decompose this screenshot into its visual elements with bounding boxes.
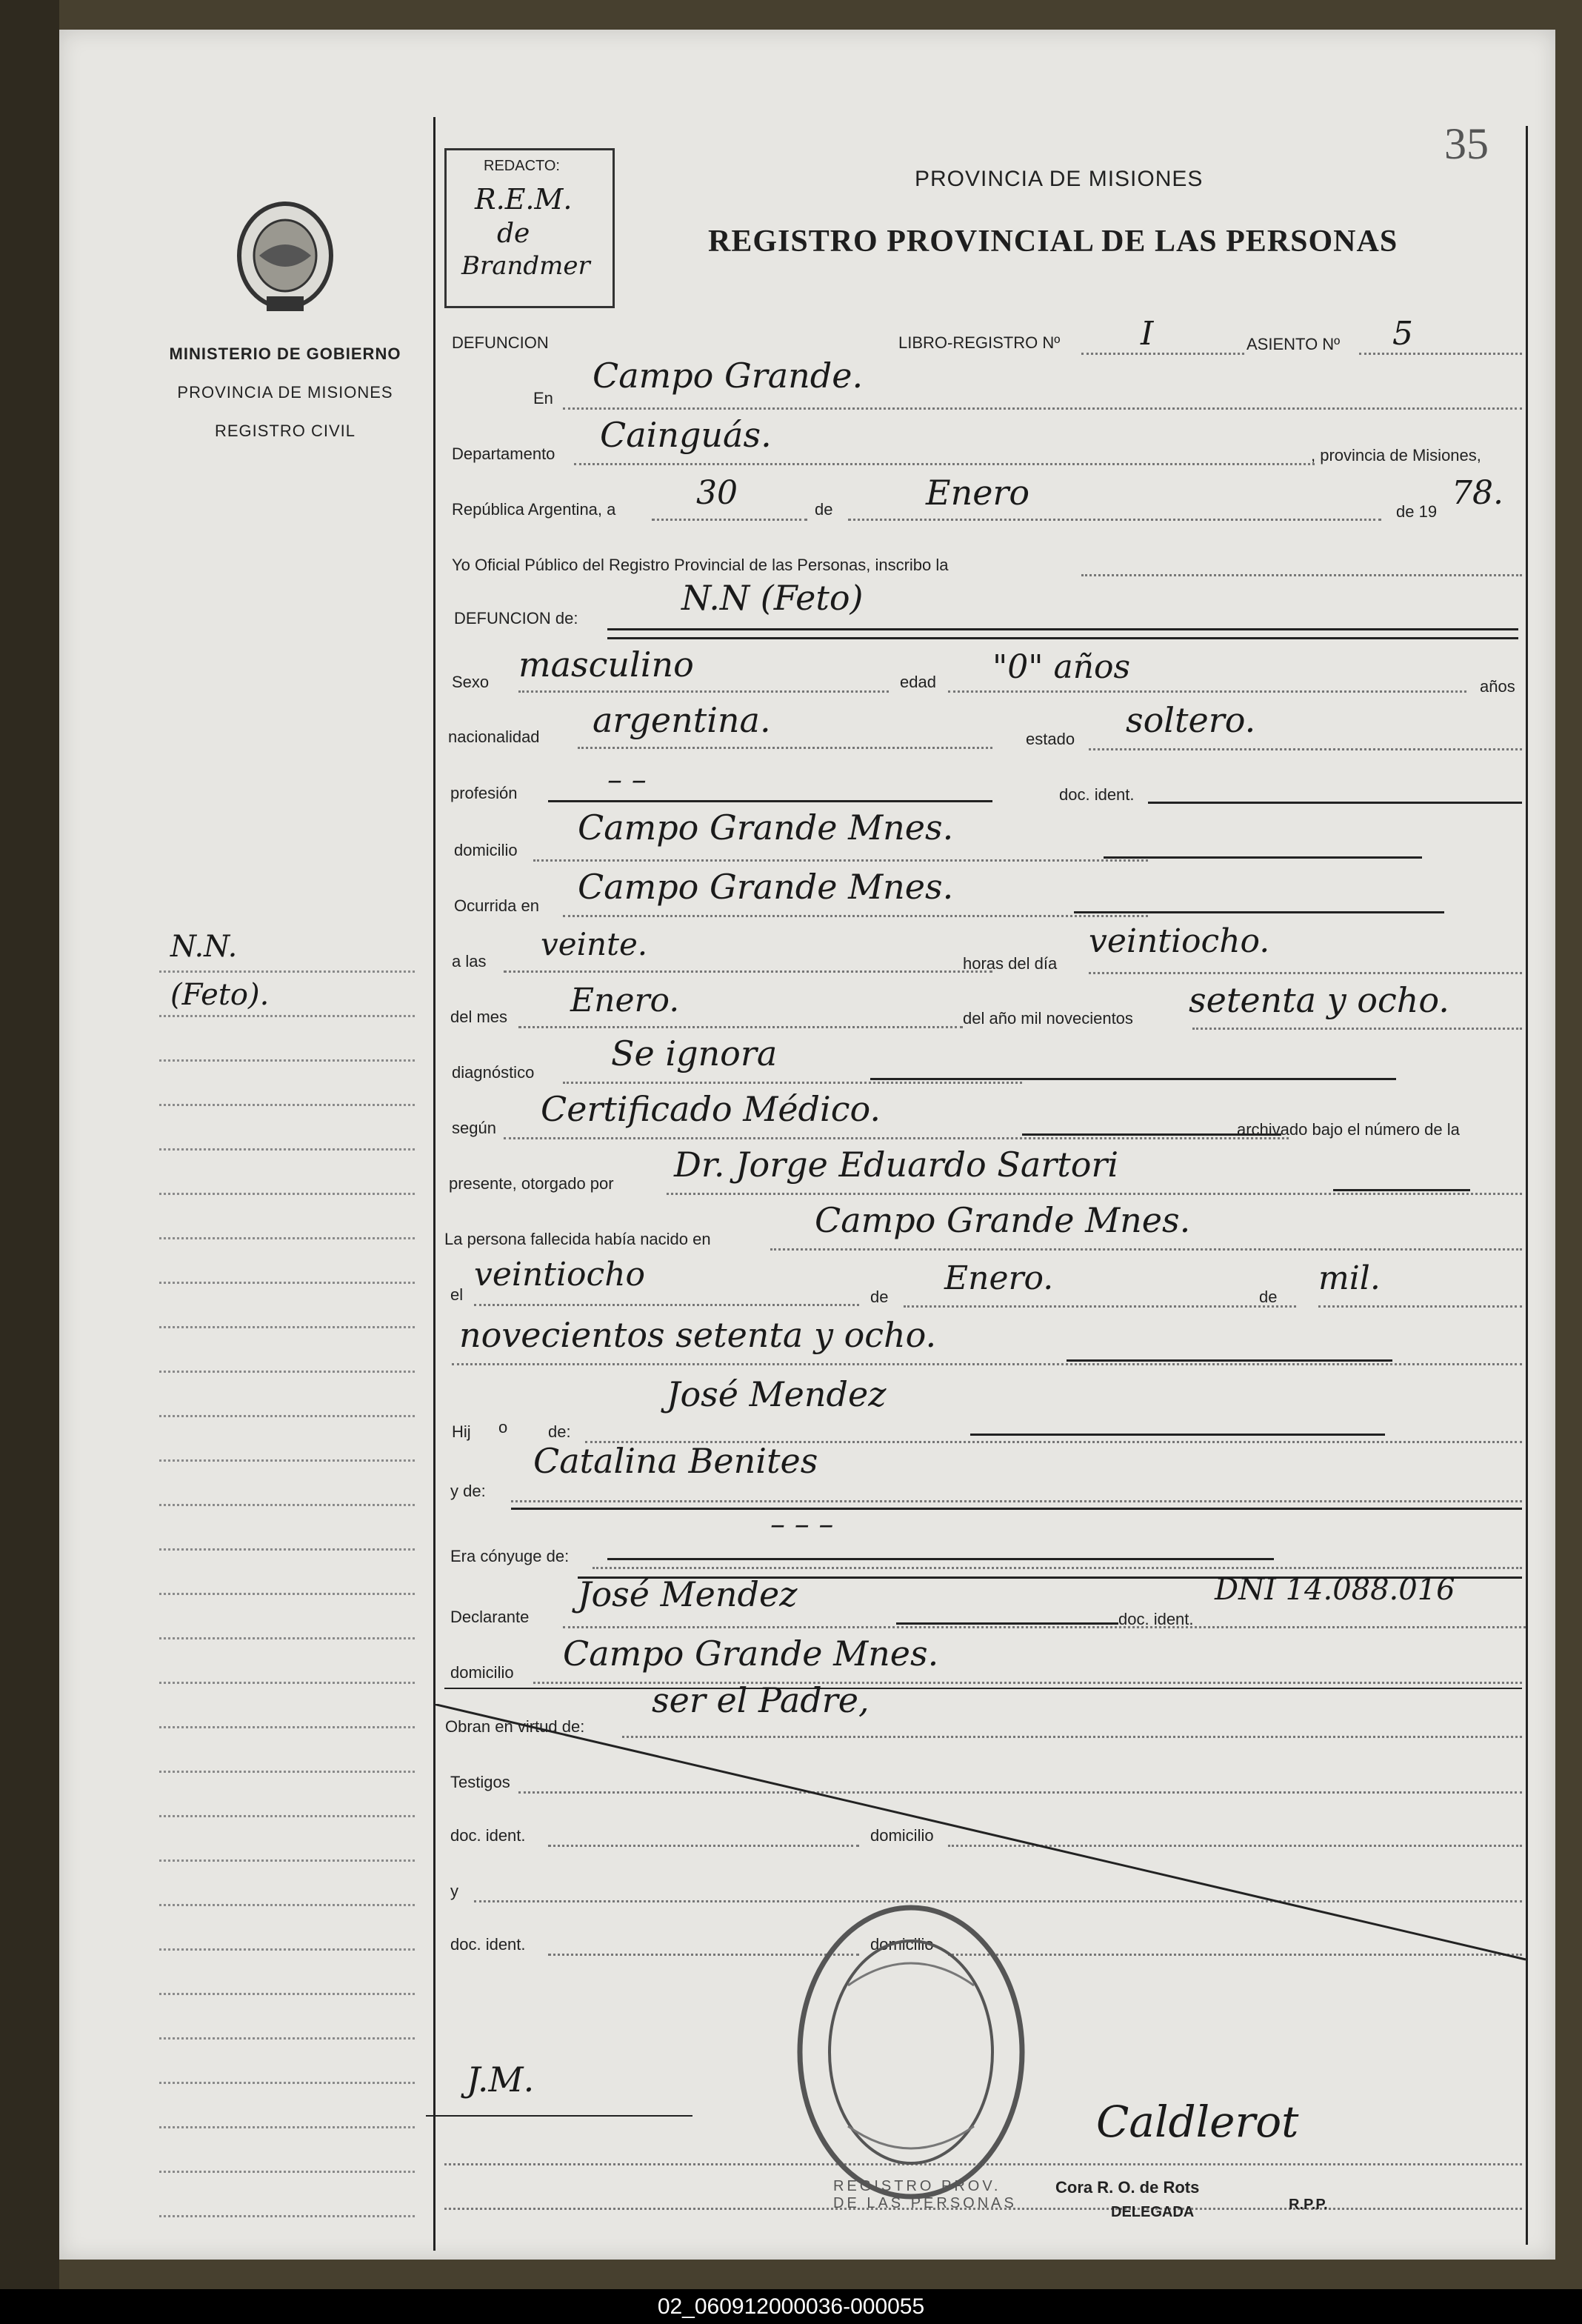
t-doc-label: doc. ident. <box>450 1826 526 1845</box>
asiento-value: 5 <box>1392 315 1413 353</box>
conyuge-label: Era cónyuge de: <box>450 1547 570 1565</box>
stamp-text: REGISTRO PROV. DE LAS PERSONAS <box>833 2178 1017 2211</box>
hij-suffix: o <box>498 1418 508 1436</box>
t-y-label: y <box>450 1882 458 1900</box>
mil-value: mil. <box>1318 1259 1381 1297</box>
redacto-hand-1: R.E.M. <box>475 183 573 216</box>
testigos-label: Testigos <box>450 1773 510 1791</box>
official-stamp <box>789 1897 1033 2211</box>
mes-value: Enero <box>926 473 1030 513</box>
padre-value: José Mendez <box>667 1374 887 1414</box>
profesion-label: profesión <box>450 784 518 802</box>
defuncion-de-label: DEFUNCION de: <box>454 609 578 627</box>
redacto-box <box>444 148 615 308</box>
estado-value: soltero. <box>1126 700 1256 740</box>
declarante-label: Declarante <box>450 1608 530 1626</box>
ministry-line-2: PROVINCIA DE MISIONES <box>177 383 393 402</box>
en-label: En <box>533 389 553 407</box>
departamento-label: Departamento <box>452 445 555 463</box>
redacto-hand-2: de <box>497 219 530 249</box>
signature-name: Cora R. O. de Rots <box>1055 2178 1200 2197</box>
conyuge-value: – – – <box>770 1508 834 1542</box>
signature-scribble: Caldlerot <box>1096 2097 1299 2147</box>
del-mes-value: Enero. <box>570 982 680 1019</box>
horas-label: horas del día <box>963 954 1058 973</box>
asiento-label: ASIENTO Nº <box>1246 335 1341 353</box>
decl-doc-label: doc. ident. <box>1118 1610 1194 1628</box>
provincial-seal-icon <box>230 196 341 322</box>
el-value: veintiocho <box>474 1256 646 1293</box>
domicilio-value: Campo Grande Mnes. <box>578 808 954 848</box>
decl-doc-value: DNI 14.088.016 <box>1215 1573 1455 1607</box>
image-caption: 02_060912000036-000055 <box>0 2289 1582 2324</box>
defuncion-label: DEFUNCION <box>452 333 549 352</box>
estado-label: estado <box>1026 730 1075 748</box>
province-title: PROVINCIA DE MISIONES <box>915 167 1204 191</box>
signature-role: DELEGADA <box>1111 2204 1195 2220</box>
diagnostico-value: Se ignora <box>611 1033 778 1073</box>
presente-label: presente, otorgado por <box>449 1174 614 1193</box>
doc-ident-label: doc. ident. <box>1059 785 1135 804</box>
nacido-value: Campo Grande Mnes. <box>815 1200 1191 1240</box>
segun-label: según <box>452 1119 496 1137</box>
del-mes-label: del mes <box>450 1008 508 1026</box>
libro-value: I <box>1141 315 1154 353</box>
ministry-line-3: REGISTRO CIVIL <box>214 422 356 440</box>
el-label: el <box>450 1285 464 1304</box>
anos-label: años <box>1480 677 1515 696</box>
ministry-seal <box>230 196 341 322</box>
hij-de-label: de: <box>548 1422 571 1441</box>
oficial-text: Yo Oficial Público del Registro Provincial de las Personas, inscribo la <box>452 556 949 574</box>
archivado-label: archivado bajo el número de la <box>1237 1120 1460 1139</box>
del-anio-label: del año mil novecientos <box>963 1009 1133 1028</box>
provincia-label: , provincia de Misiones, <box>1311 446 1481 465</box>
madre-value: Catalina Benites <box>533 1441 818 1481</box>
obran-value: ser el Padre, <box>652 1680 870 1720</box>
profesion-value: – – <box>607 763 647 797</box>
y-de-label: y de: <box>450 1482 486 1500</box>
departamento-value: Cainguás. <box>600 415 772 455</box>
hij-label: Hij <box>452 1422 471 1441</box>
signature-org: R.P.P. <box>1289 2197 1328 2213</box>
del-anio-value: setenta y ocho. <box>1189 980 1449 1020</box>
t2-domicilio-label: domicilio <box>870 1935 934 1954</box>
domicilio-label: domicilio <box>454 841 518 859</box>
edad-value: "0" años <box>992 648 1131 686</box>
page-number: 35 <box>1444 119 1489 168</box>
t-domicilio-label: domicilio <box>870 1826 934 1845</box>
decl-domicilio-label: domicilio <box>450 1663 514 1682</box>
redacto-hand-3: Brandmer <box>461 251 590 281</box>
obran-label: Obran en virtud de: <box>445 1717 585 1736</box>
de-label-3: de <box>1259 1288 1278 1306</box>
el-mes-value: Enero. <box>944 1259 1054 1297</box>
nacionalidad-value: argentina. <box>593 700 771 740</box>
segun-value: Certificado Médico. <box>541 1089 881 1129</box>
diagnostico-label: diagnóstico <box>452 1063 535 1082</box>
decl-domicilio-value: Campo Grande Mnes. <box>563 1634 939 1674</box>
de-label: de <box>815 500 833 519</box>
libro-label: LIBRO-REGISTRO Nº <box>898 333 1061 352</box>
dia-value: 30 <box>696 474 738 512</box>
t2-doc-label: doc. ident. <box>450 1935 526 1954</box>
sexo-label: Sexo <box>452 673 490 691</box>
sexo-value: masculino <box>518 645 694 685</box>
ministry-line-1: MINISTERIO DE GOBIERNO <box>169 344 401 363</box>
edad-label: edad <box>900 673 936 691</box>
ocurrida-label: Ocurrida en <box>454 896 539 915</box>
en-value: Campo Grande. <box>593 356 864 396</box>
declarante-value: José Mendez <box>578 1574 798 1614</box>
binding-edge <box>0 0 59 2289</box>
horas-value: veintiocho. <box>1089 922 1270 960</box>
anio-value: 78. <box>1452 474 1503 512</box>
nacionalidad-label: nacionalidad <box>448 728 540 746</box>
a-las-label: a las <box>452 952 487 970</box>
nacido-label: La persona fallecida había nacido en <box>444 1230 711 1248</box>
ocurrida-value: Campo Grande Mnes. <box>578 867 954 907</box>
registry-title: REGISTRO PROVINCIAL DE LAS PERSONAS <box>708 224 1398 259</box>
republica-label: República Argentina, a <box>452 500 616 519</box>
novecientos-value: novecientos setenta y ocho. <box>459 1315 937 1355</box>
registry-stamp-icon <box>789 1897 1033 2208</box>
margin-note-2: (Feto). <box>170 978 270 1012</box>
registry-page <box>59 30 1555 2260</box>
a-las-value: veinte. <box>541 926 648 962</box>
defuncion-de-value: N.N (Feto) <box>681 578 864 618</box>
closing-initials: J.M. <box>467 2060 535 2100</box>
de19-label: de 19 <box>1396 502 1438 521</box>
redacto-label: REDACTO: <box>484 158 560 174</box>
presente-value: Dr. Jorge Eduardo Sartori <box>674 1145 1119 1185</box>
de-label-2: de <box>870 1288 889 1306</box>
margin-note-1: N.N. <box>170 930 238 964</box>
